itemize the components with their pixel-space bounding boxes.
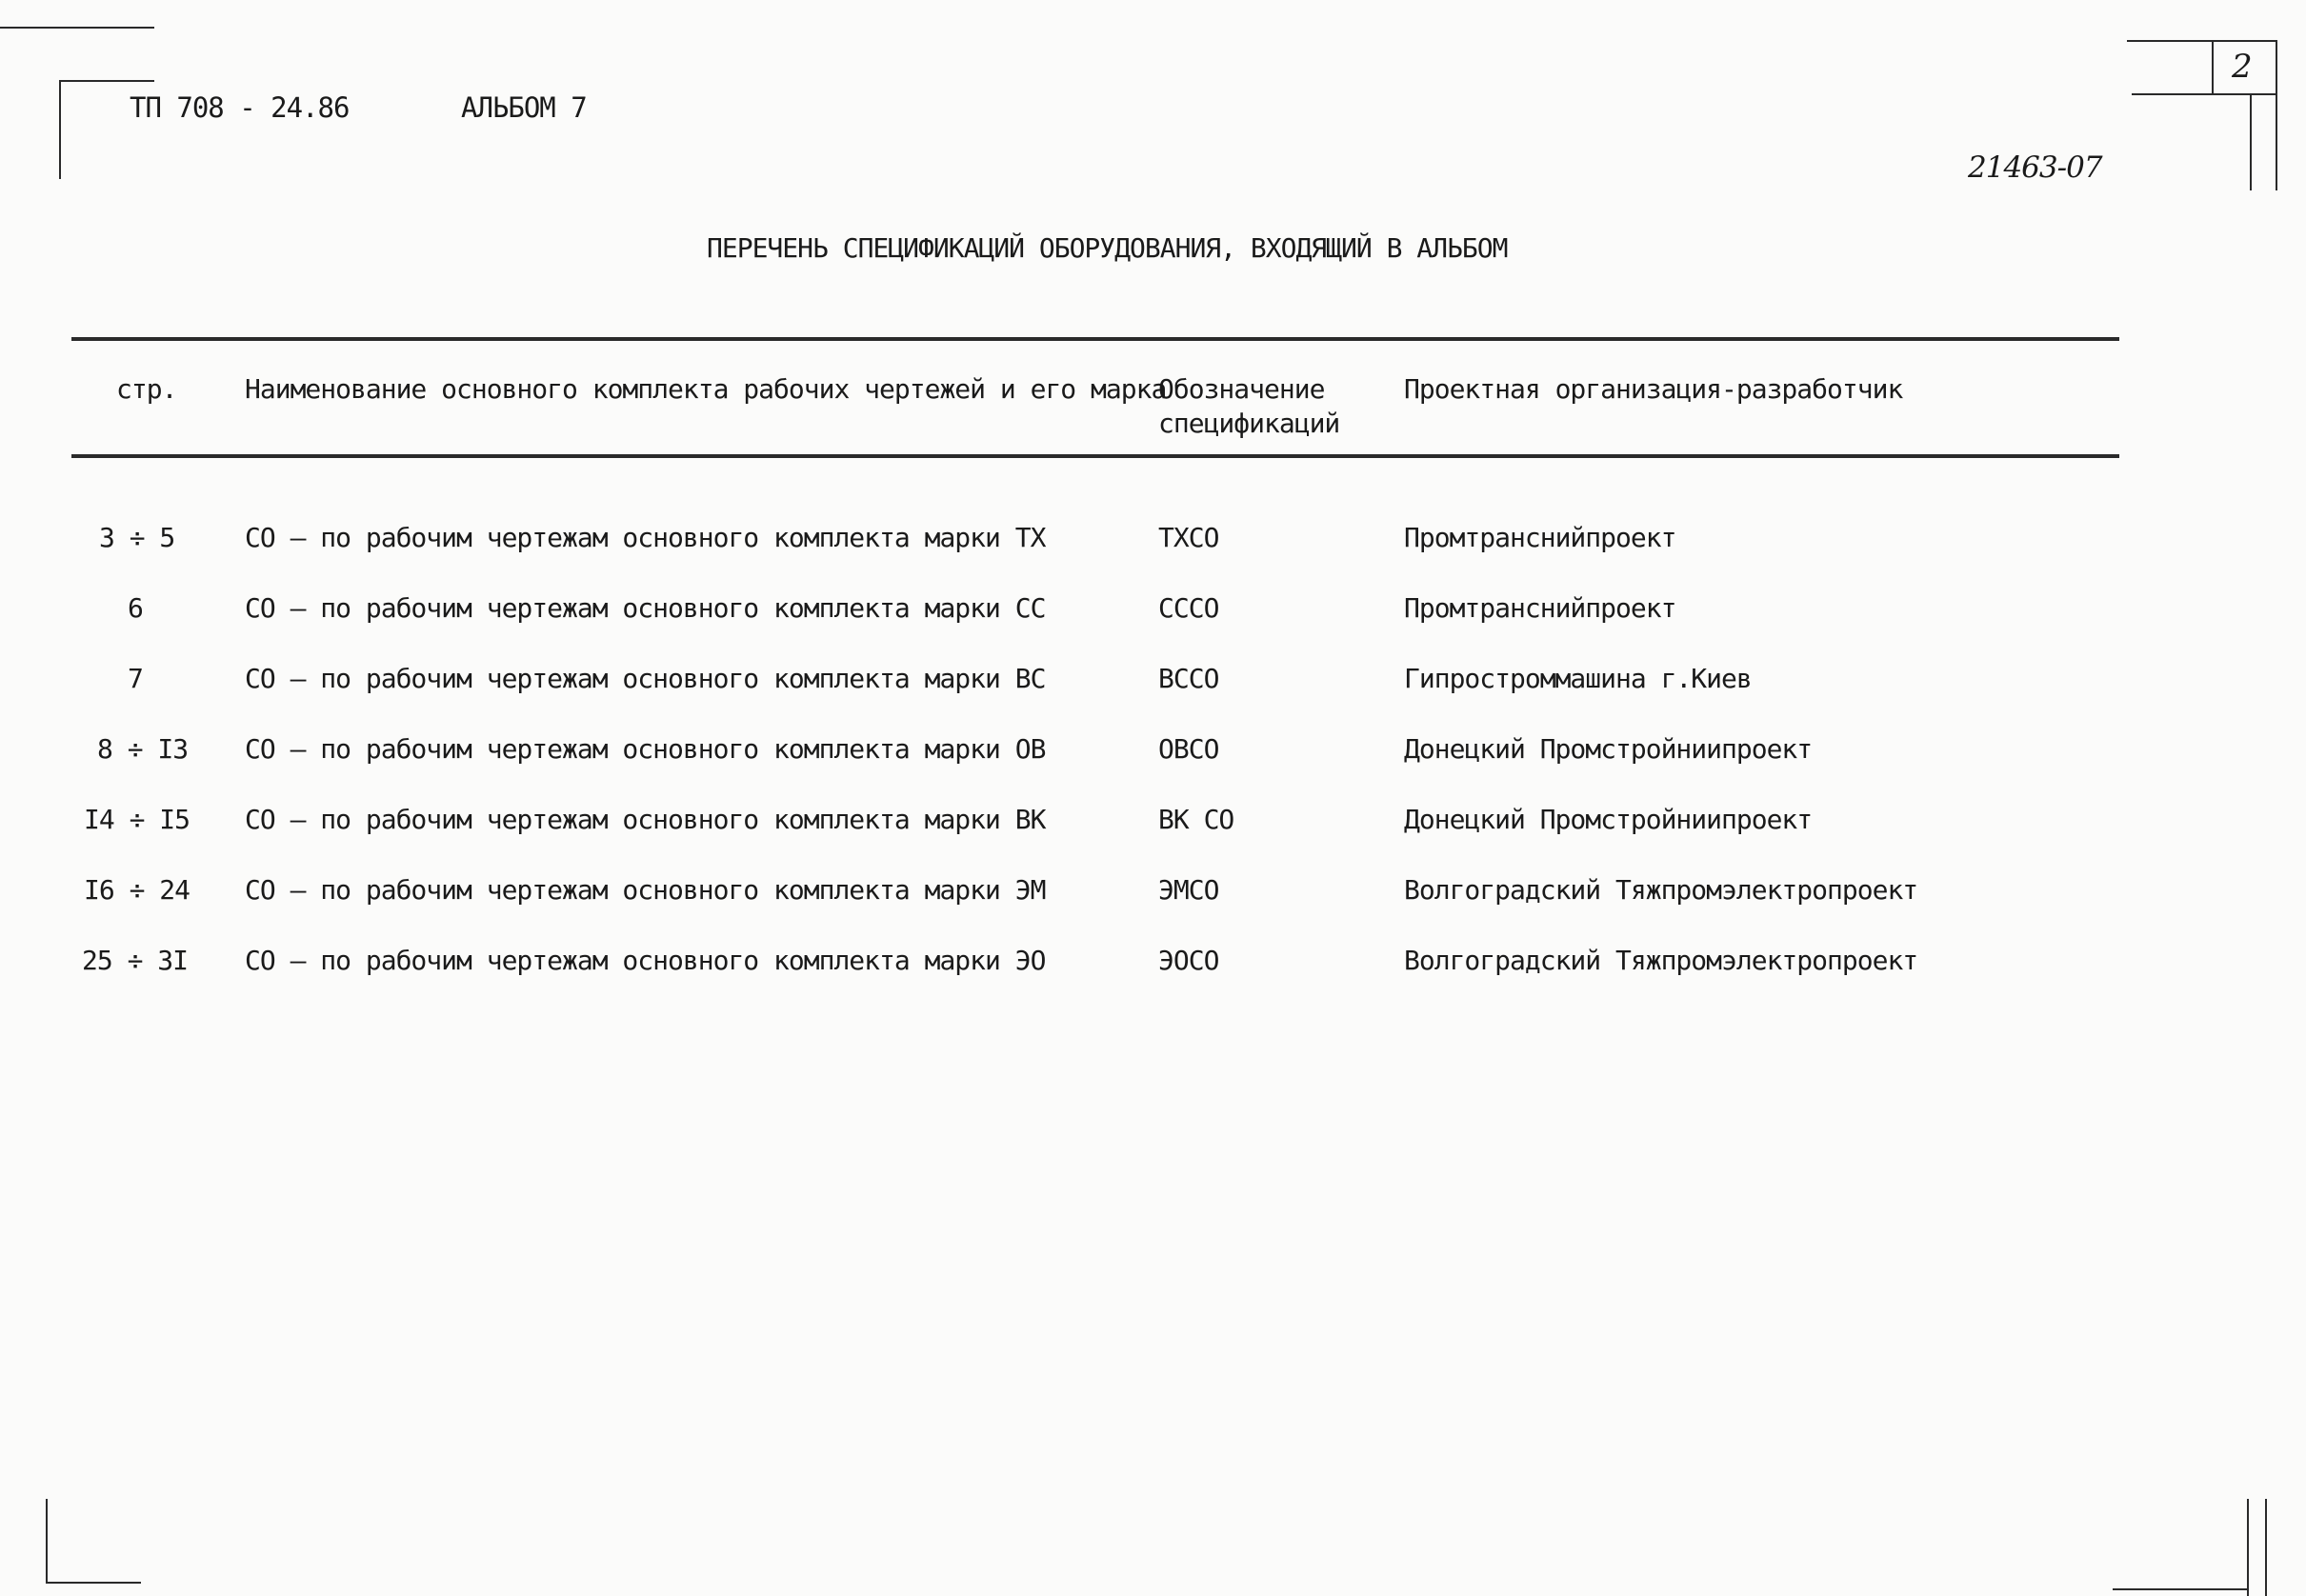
row-designation: ЭОСО [1158,945,1219,976]
row-name: СО – по рабочим чертежам основного комплекта марки ЭМ [245,874,1046,906]
row-designation: ВК СО [1158,804,1234,835]
row-name: СО – по рабочим чертежам основного комплекта марки ВС [245,663,1046,694]
row-name: СО – по рабочим чертежам основного комплекта марки ТХ [245,522,1046,553]
row-developer: Донецкий Промстройниипроект [1404,733,1813,765]
col-header-name: Наименование основного комплекта рабочих чертежей и его марка [245,373,1167,405]
inventory-number: 21463-07 [1968,150,2102,185]
row-name: СО – по рабочим чертежам основного комплекта марки ВК [245,804,1046,835]
row-designation: ТХСО [1158,522,1219,553]
col-header-designation-line1: Обозначение [1158,373,1325,405]
row-developer: Промтранснийпроект [1404,522,1676,553]
row-designation: СССО [1158,592,1219,624]
col-header-designation-line2: спецификаций [1158,408,1340,439]
row-page: I4 ÷ I5 [84,804,190,835]
row-developer: Донецкий Промстройниипроект [1404,804,1813,835]
row-page: 25 ÷ 3I [82,945,189,976]
row-page: 6 [128,592,143,624]
document-title: ПЕРЕЧЕНЬ СПЕЦИФИКАЦИЙ ОБОРУДОВАНИЯ, ВХОДЯЩИЙ В АЛЬБОМ [707,232,1508,264]
sheet-number: 2 [2232,48,2252,86]
row-page: 8 ÷ I3 [97,733,189,765]
row-developer: Промтранснийпроект [1404,592,1676,624]
row-name: СО – по рабочим чертежам основного комплекта марки СС [245,592,1046,624]
row-developer: Гипростроммашина г.Киев [1404,663,1752,694]
album-label: АЛЬБОМ 7 [461,91,587,124]
col-header-developer: Проектная организация-разработчик [1404,373,1903,405]
doc-code: ТП 708 - 24.86 [130,91,350,124]
col-header-page: стр. [116,373,177,405]
row-developer: Волгоградский Тяжпромэлектропроект [1404,945,1918,976]
row-developer: Волгоградский Тяжпромэлектропроект [1404,874,1918,906]
table-top-rule [71,337,2119,341]
row-name: СО – по рабочим чертежам основного комплекта марки ЭО [245,945,1046,976]
row-page: 3 ÷ 5 [99,522,175,553]
row-designation: ОВСО [1158,733,1219,765]
table-header-rule [71,454,2119,458]
row-designation: ЭМСО [1158,874,1219,906]
row-designation: ВССО [1158,663,1219,694]
row-page: 7 [128,663,143,694]
row-name: СО – по рабочим чертежам основного комплекта марки ОВ [245,733,1046,765]
row-page: I6 ÷ 24 [84,874,190,906]
